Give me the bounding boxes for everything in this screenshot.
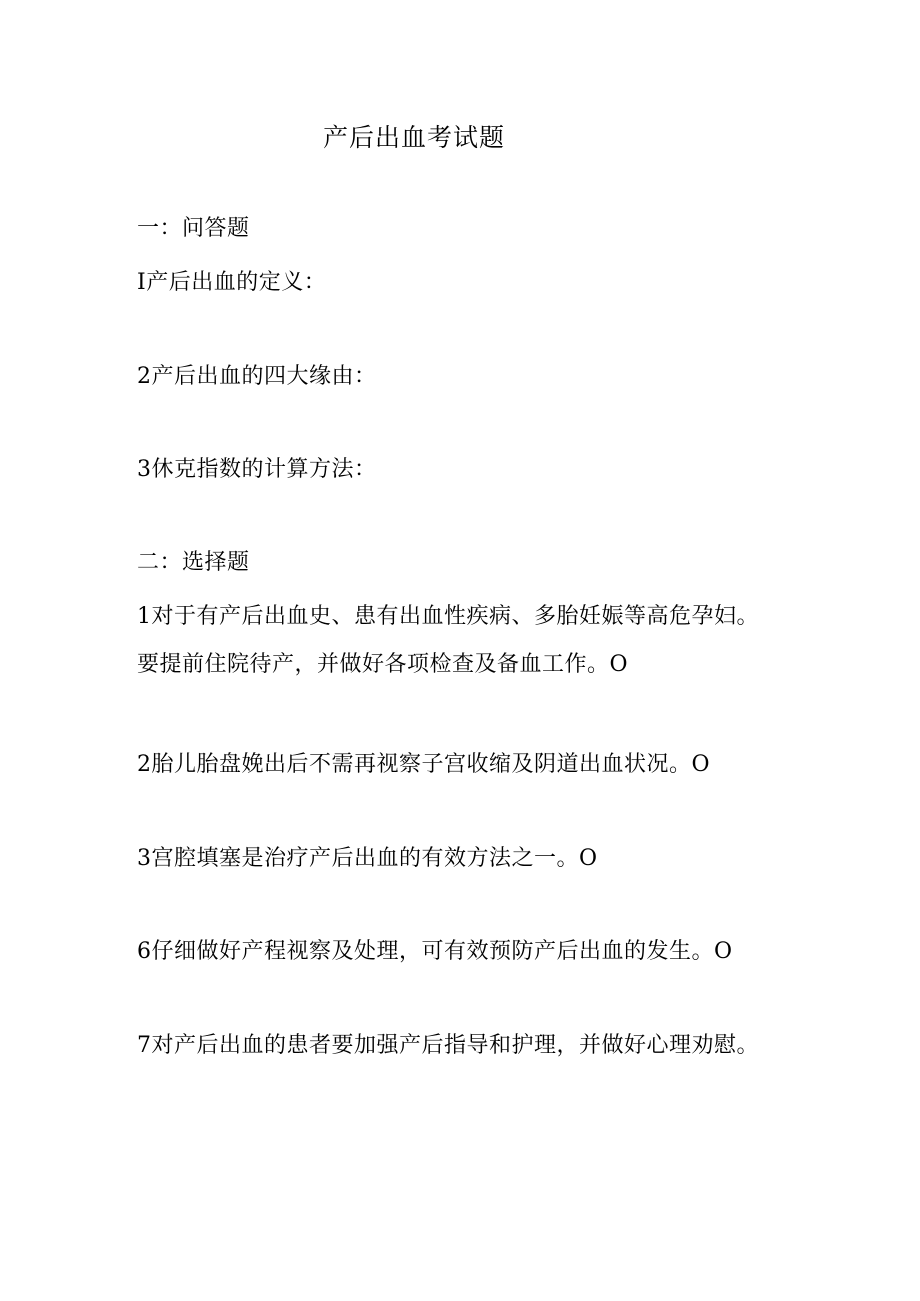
document-title: 产后出血考试题 <box>322 123 505 152</box>
section-heading-choice: 二：选择题 <box>137 550 250 575</box>
question-2: 2产后出血的四大缘由： <box>137 364 377 389</box>
choice-item-1-line-2: 要提前住院待产，并做好各项检查及备血工作。O <box>137 652 629 677</box>
choice-item-3: 3宫腔填塞是治疗产后出血的有效方法之一。O <box>137 846 598 871</box>
section-heading-qa: 一：问答题 <box>137 216 250 241</box>
choice-item-1-line-1: 1对于有产后出血史、患有出血性疾病、多胎妊娠等高危孕妇。 <box>137 604 759 629</box>
question-1: I产后出血的定义： <box>137 270 327 295</box>
question-3: 3休克指数的计算方法： <box>137 457 377 482</box>
choice-item-7: 7对产后出血的患者要加强产后指导和护理，并做好心理劝慰。 <box>137 1033 759 1058</box>
choice-item-6: 6仔细做好产程视察及处理，可有效预防产后出血的发生。O <box>137 939 733 964</box>
choice-item-2: 2胎儿胎盘娩出后不需再视察子宫收缩及阴道出血状况。O <box>137 752 711 777</box>
